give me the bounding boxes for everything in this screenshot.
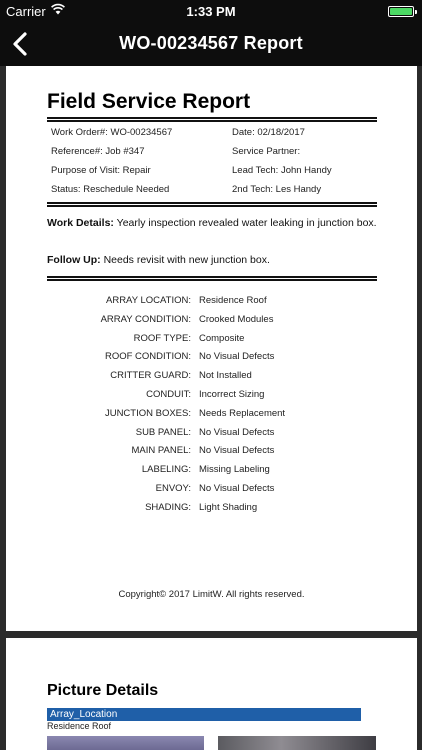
info-row <box>51 165 377 184</box>
spec-value: Composite <box>199 332 245 344</box>
spec-value: No Visual Defects <box>199 426 275 438</box>
divider-details <box>47 276 377 281</box>
nav-title: WO-00234567 Report <box>119 33 303 53</box>
report-info-grid <box>51 127 377 203</box>
report-card <box>6 66 417 631</box>
spec-key: LABELING: <box>141 464 191 476</box>
spec-row <box>6 333 417 352</box>
spec-value: Light Shading <box>199 501 258 513</box>
status-bar <box>0 0 422 22</box>
info-row <box>51 146 377 165</box>
spec-key: ROOF CONDITION: <box>104 351 191 363</box>
work-details <box>47 216 382 230</box>
spec-row <box>6 314 417 333</box>
inspection-spec-table <box>6 295 417 521</box>
carrier-label: Carrier <box>6 4 46 19</box>
spec-key: MAIN PANEL: <box>131 445 191 457</box>
picture-details-card <box>6 638 417 750</box>
info-status: Status: Reschedule Needed <box>51 184 170 195</box>
picture-details-title: Picture Details <box>47 682 159 699</box>
follow-up <box>47 253 382 267</box>
spec-key: ENVOY: <box>155 482 191 494</box>
spec-key: SHADING: <box>145 501 191 513</box>
spec-row <box>6 295 417 314</box>
info-service-partner: Service Partner: <box>232 146 301 157</box>
report-title: Field Service Report <box>47 90 251 113</box>
spec-value: Residence Roof <box>199 295 267 306</box>
photo-thumbnail[interactable] <box>47 736 204 750</box>
picture-section-subtitle: Residence Roof <box>47 721 112 731</box>
spec-key: ARRAY LOCATION: <box>106 295 191 306</box>
info-row <box>51 127 377 146</box>
follow-up-text: Needs revisit with new junction box. <box>100 254 270 266</box>
spec-key: SUB PANEL: <box>135 426 191 438</box>
spec-row <box>6 408 417 427</box>
spec-row <box>6 464 417 483</box>
spec-row <box>6 427 417 446</box>
info-reference: Reference#: Job #347 <box>51 146 145 157</box>
spec-row <box>6 370 417 389</box>
info-date: Date: 02/18/2017 <box>232 127 305 138</box>
spec-row <box>6 445 417 464</box>
clock-time: 1:33 PM <box>186 4 236 19</box>
spec-value: Needs Replacement <box>199 407 286 419</box>
follow-up-label: Follow Up: <box>47 254 101 266</box>
info-purpose: Purpose of Visit: Repair <box>51 165 151 176</box>
divider-info <box>47 202 377 207</box>
spec-value: No Visual Defects <box>199 482 275 494</box>
divider-top <box>47 117 377 122</box>
spec-value: Missing Labeling <box>199 464 270 476</box>
battery-icon <box>388 6 414 17</box>
spec-value: No Visual Defects <box>199 351 275 363</box>
spec-key: CRITTER GUARD: <box>110 370 191 382</box>
navigation-bar <box>0 22 422 66</box>
info-second-tech: 2nd Tech: Les Handy <box>232 184 322 195</box>
spec-row <box>6 483 417 502</box>
spec-value: Incorrect Sizing <box>199 388 265 400</box>
spec-row <box>6 351 417 370</box>
spec-row <box>6 389 417 408</box>
spec-key: ROOF TYPE: <box>133 332 191 344</box>
photo-thumbnail[interactable] <box>218 736 376 750</box>
info-row <box>51 184 377 203</box>
spec-key: ARRAY CONDITION: <box>100 313 191 325</box>
info-lead-tech: Lead Tech: John Handy <box>232 165 332 176</box>
spec-value: Crooked Modules <box>199 313 274 325</box>
work-details-text: Yearly inspection revealed water leaking in junction box. <box>113 217 377 229</box>
picture-section-header: Array_Location <box>47 708 361 721</box>
spec-value: Not Installed <box>199 370 252 382</box>
info-work-order: Work Order#: WO-00234567 <box>51 127 173 138</box>
spec-key: JUNCTION BOXES: <box>104 407 191 419</box>
copyright-text: Copyright© 2017 LimitW. All rights reserved. <box>118 589 305 600</box>
spec-value: No Visual Defects <box>199 445 275 457</box>
spec-key: CONDUIT: <box>146 388 191 400</box>
work-details-label: Work Details: <box>47 217 114 229</box>
spec-row <box>6 502 417 521</box>
